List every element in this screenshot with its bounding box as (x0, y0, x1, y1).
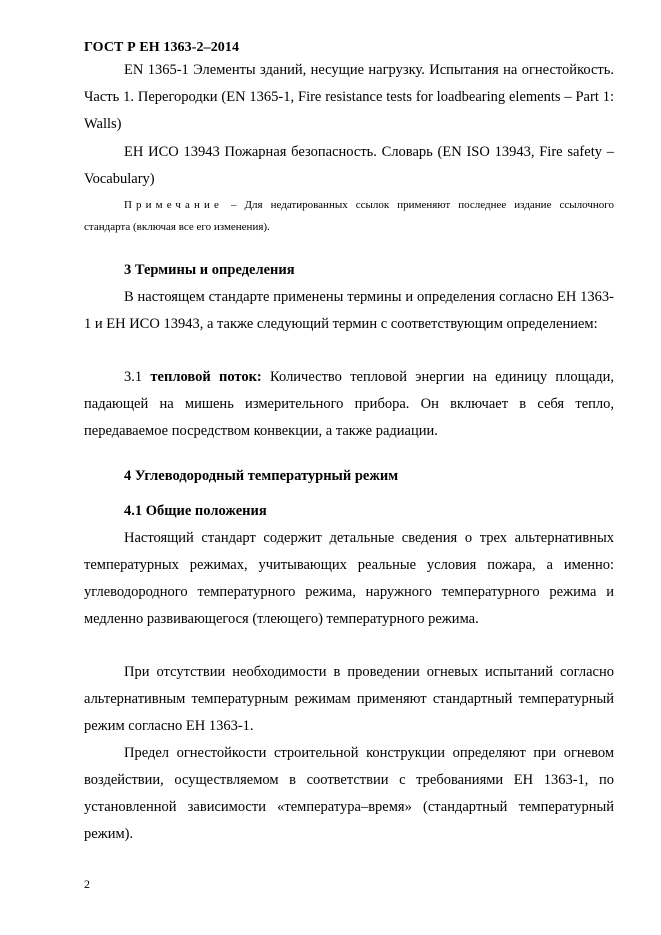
page-number: 2 (84, 877, 90, 891)
term-title: тепловой поток: (150, 369, 262, 385)
document-code: ГОСТ Р ЕН 1363-2–2014 (84, 40, 240, 55)
normative-reference-1: EN 1365-1 Элементы зданий, несущие нагрузку. Испытания на огнестойкость. Часть 1. Перегородки (EN 1365-1, Fire resistance tests for loadbearing elements – Part 1: Walls) (84, 62, 614, 132)
section-4-1-paragraph-1: Настоящий стандарт содержит детальные сведения о трех альтернативных температурных режимах, учитывающих реальные условия пожара, а именно: углеводородного температурного режима, наружного температурного режима и медленно развивающегося (тлеющего) температурного режима. (84, 530, 614, 627)
note-text: – Для недатированных ссылок применяют последнее издание ссылочного стандарта (включая все его изменения). (84, 199, 614, 233)
section-4-1-paragraph-2: При отсутствии необходимости в проведении огневых испытаний согласно альтернативным температурным режимам применяют стандартный температурный режим согласно ЕН 1363-1. (84, 664, 614, 734)
term-definition: Количество тепловой энергии на единицу площади, падающей на мишень измерительного прибора. Он включает в себя тепло, передаваемое посредством конвекции, а также радиации. (84, 369, 614, 439)
note-label: Примечание (124, 199, 223, 211)
section-4-heading: 4 Углеводородный температурный режим (124, 468, 399, 484)
term-number: 3.1 (124, 369, 151, 385)
normative-reference-2: ЕН ИСО 13943 Пожарная безопасность. Словарь (EN ISO 13943, Fire safety – Vocabulary) (84, 144, 614, 187)
section-3-heading: 3 Термины и определения (124, 262, 295, 278)
section-4-1-heading: 4.1 Общие положения (124, 503, 267, 519)
note-paragraph (84, 194, 614, 238)
section-3-intro: В настоящем стандарте применены термины и определения согласно ЕН 1363-1 и ЕН ИСО 13943, а также следующий термин с соответствующим определением: (84, 289, 614, 332)
section-4-1-paragraph-3: Предел огнестойкости строительной конструкции определяют при огневом воздействии, осуществляемом в соответствии с требованиями ЕН 1363-1, по установленной зависимости «температура–время» (стандартный температурный режим). (84, 745, 614, 842)
term-3-1 (84, 364, 614, 445)
